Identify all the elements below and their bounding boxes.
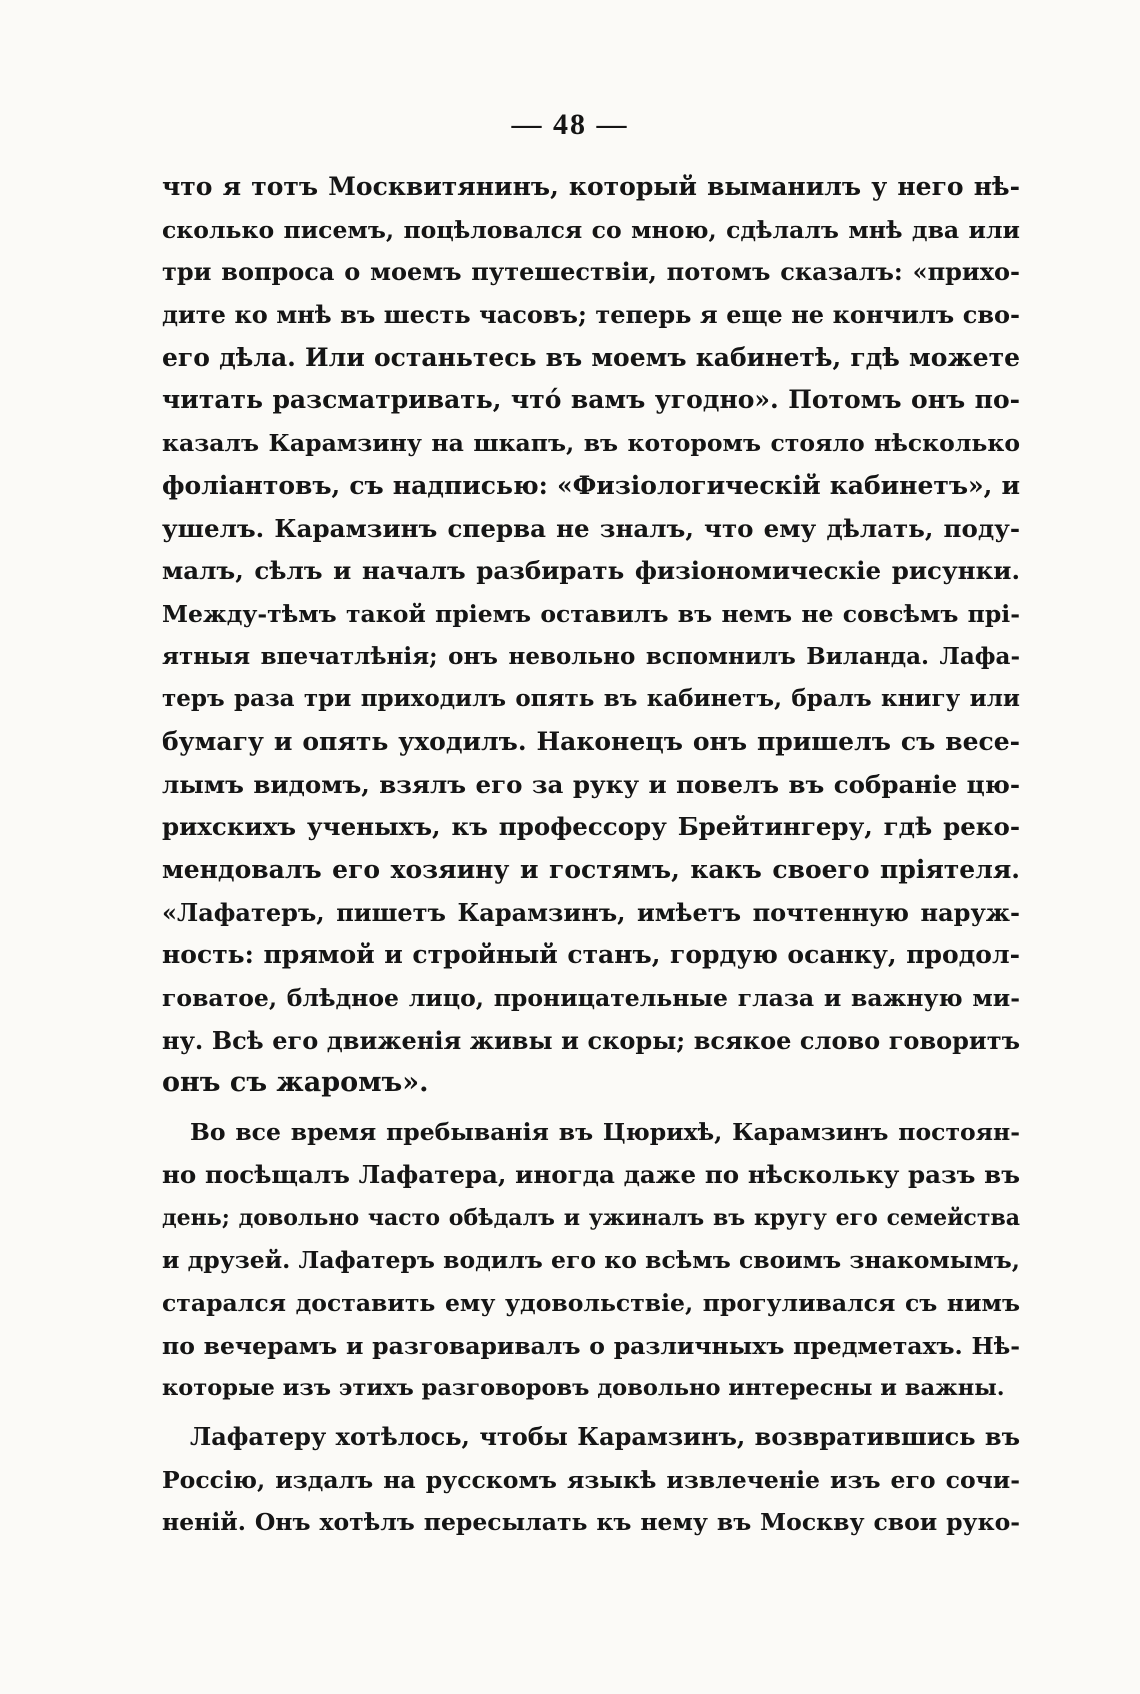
text-line: рихскихъ ученыхъ, къ профессору Брейтингеру, гдѣ реко-: [162, 812, 1020, 842]
body-text: [162, 166, 1020, 1544]
paragraph-3: [162, 1416, 1020, 1544]
text-line: мендовалъ его хозяину и гостямъ, какъ своего пріятеля.: [162, 855, 1020, 884]
text-line: по вечерамъ и разговаривалъ о различныхъ предметахъ. Нѣ-: [162, 1331, 1020, 1360]
text-line: старался доставить ему удовольствіе, прогуливался съ нимъ: [162, 1288, 1020, 1317]
text-line: ушелъ. Карамзинъ сперва не зналъ, что ему дѣлать, поду-: [162, 513, 1020, 543]
text-line: его дѣла. Или останьтесь въ моемъ кабинетѣ, гдѣ можете: [162, 342, 1020, 372]
text-line: три вопроса о моемъ путешествіи, потомъ сказалъ: «прихо-: [162, 257, 1020, 287]
text-line: ность: прямой и стройный станъ, гордую осанку, продол-: [162, 940, 1020, 970]
page-number: — 48 —: [511, 108, 629, 141]
text-line: Россію, издалъ на русскомъ языкѣ извлеченіе изъ его сочи-: [162, 1465, 1020, 1494]
text-line: Лафатеру хотѣлось, чтобы Карамзинъ, возвратившись въ: [190, 1421, 1020, 1451]
text-line: ятныя впечатлѣнія; онъ невольно вспомнилъ Виланда. Лафа-: [162, 642, 1020, 670]
text-line: говатое, блѣдное лицо, проницательные глаза и важную ми-: [162, 984, 1020, 1013]
text-line: казалъ Карамзину на шкапъ, въ которомъ стояло нѣсколько: [162, 429, 1020, 458]
paragraph-1: [162, 166, 1020, 1105]
text-line: сколько писемъ, поцѣловался со мною, сдѣлалъ мнѣ два или: [162, 215, 1020, 244]
paragraph-2: [162, 1111, 1020, 1410]
text-line: онъ съ жаромъ».: [162, 1067, 429, 1099]
text-line: но посѣщалъ Лафатера, иногда даже по нѣскольку разъ въ: [162, 1159, 1020, 1189]
text-line: и друзей. Лафатеръ водилъ его ко всѣмъ своимъ знакомымъ,: [162, 1246, 1020, 1275]
text-line: «Лафатеръ, пишетъ Карамзинъ, имѣетъ почтенную наруж-: [162, 897, 1020, 927]
text-line: Во все время пребыванія въ Цюрихѣ, Карамзинъ постоян-: [190, 1118, 1020, 1147]
text-line: день; довольно часто обѣдалъ и ужиналъ въ кругу его семейства: [162, 1204, 1020, 1231]
text-line: фоліантовъ, съ надписью: «Физіологическій кабинетъ», и: [162, 470, 1020, 500]
text-line: которые изъ этихъ разговоровъ довольно интересны и важны.: [162, 1375, 1005, 1402]
text-line: малъ, сѣлъ и началъ разбирать физіономическіе рисунки.: [162, 556, 1020, 586]
text-line: ну. Всѣ его движенія живы и скоры; всякое слово говоритъ: [162, 1025, 1020, 1055]
text-line: неній. Онъ хотѣлъ пересылать къ нему въ Москву свои руко-: [162, 1508, 1020, 1537]
text-line: бумагу и опять уходилъ. Наконецъ онъ пришелъ съ весе-: [162, 726, 1020, 756]
text-line: теръ раза три приходилъ опять въ кабинетъ, бралъ книгу или: [162, 685, 1020, 713]
text-line: дите ко мнѣ въ шесть часовъ; теперь я еще не кончилъ сво-: [162, 300, 1020, 330]
text-line: читать разсматривать, что́ вамъ угодно». Потомъ онъ по-: [162, 385, 1020, 415]
text-line: что я тотъ Москвитянинъ, который выманилъ у него нѣ-: [162, 172, 1020, 201]
text-line: лымъ видомъ, взялъ его за руку и повелъ въ собраніе цю-: [162, 769, 1020, 799]
text-line: Между-тѣмъ такой пріемъ оставилъ въ немъ не совсѣмъ прі-: [162, 599, 1020, 628]
